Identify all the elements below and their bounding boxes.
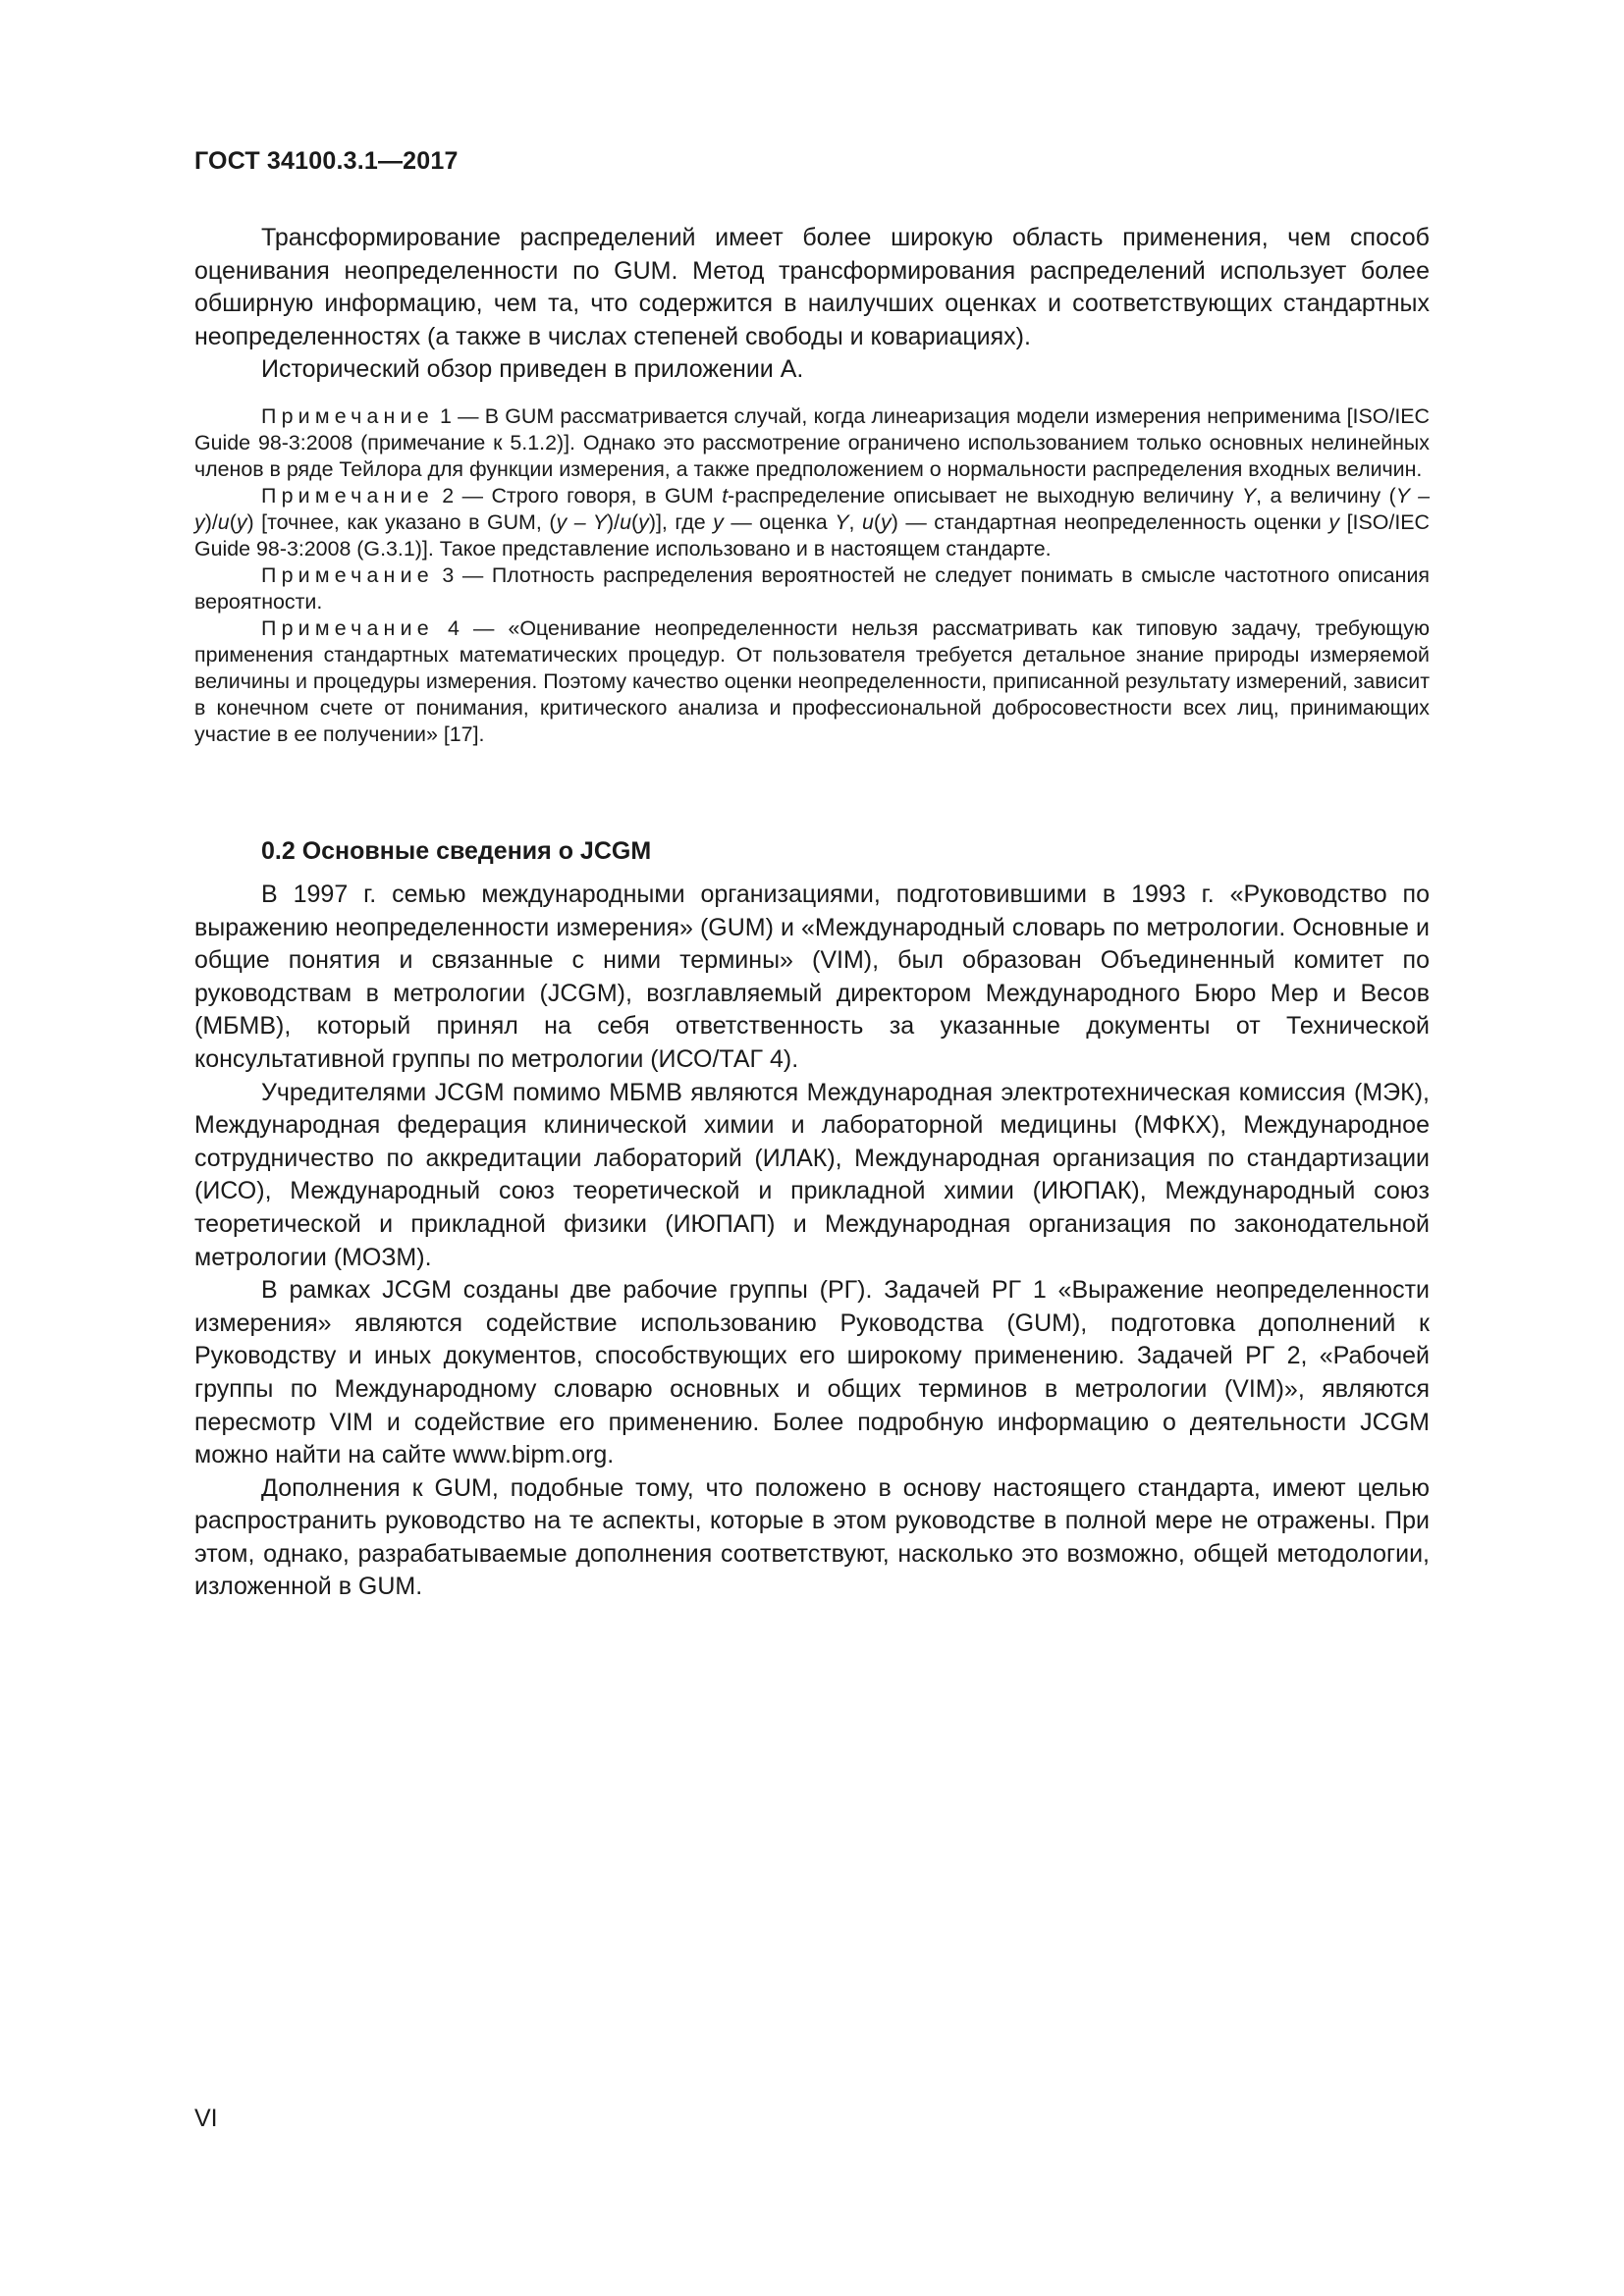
note-text: В GUM рассматривается случай, когда линеаризация модели измерения неприменима [ISO/IEC Guide 98-3:2008 (примечание к 5.1.2)]. Однако это рассмотрение ограничено использованием только основных нелинейных членов в ряде Тейлора для функции измерения, а также предположением о нормальности распределения входных величин. bbox=[194, 404, 1430, 481]
note-text: , а величину ( bbox=[1256, 484, 1396, 507]
section-paragraph-2: Учредителями JCGM помимо МБМВ являются Международная электротехническая комиссия (МЭК), Международная федерация клинической химии и лабораторной медицины (МФКХ), Международное сотрудничество по аккредитации лабораторий (ИЛАК), Международная организация по стандартизации (ИСО), Международный союз теоретической и прикладной химии (ИЮПАК), Международный союз теоретической и прикладной физики (ИЮПАП) и Международная организация по законодательной метрологии (МОЗМ). bbox=[194, 1078, 1430, 1271]
note-2 bbox=[194, 483, 1430, 562]
note-text: ( bbox=[229, 510, 237, 534]
note-label: Примечание bbox=[261, 404, 434, 428]
section-paragraph-3: В рамках JCGM созданы две рабочие группы (РГ). Задачей РГ 1 «Выражение неопределенности измерения» являются содействие использованию Руководства (GUM), подготовка дополнений к Руководству и иных документов, способствующих его широкому применению. Задачей РГ 2, «Рабочей группы по Международному словарю основных и общих терминов в метрологии (VIM)», являются пересмотр VIM и содействие его применению. Более подробную информацию о деятельности JCGM можно найти на сайте www.bipm.org. bbox=[194, 1276, 1430, 1469]
note-text: — оценка bbox=[723, 510, 836, 534]
math-symbol: u bbox=[217, 510, 230, 534]
math-symbol: t bbox=[722, 484, 729, 507]
math-symbol: y bbox=[1328, 510, 1340, 534]
note-text: «Оценивание неопределенности нельзя рассматривать как типовую задачу, требующую применения стандартных математических процедур. От пользователя требуется детальное знание природы измеряемой величины и процедуры измерения. Поэтому качество оценки неопределенности, приписанной результату измерений, зависит в конечном счете от понимания, критического анализа и профессиональной добросовестности всех лиц, принимающих участие в ее получении» [17]. bbox=[194, 616, 1430, 746]
math-symbol: Y bbox=[835, 510, 849, 534]
note-label: Примечание bbox=[261, 484, 434, 507]
note-1 bbox=[194, 403, 1430, 483]
note-label: Примечание bbox=[261, 563, 434, 587]
note-text: ) [точнее, как указано в GUM, ( bbox=[246, 510, 557, 534]
math-symbol: y bbox=[713, 510, 724, 534]
note-4 bbox=[194, 615, 1430, 748]
note-text: [ISO/IEC Guide 98-3:2008 (G.3.1)]. Такое представление использовано и в настоящем стандарте. bbox=[194, 510, 1431, 561]
section-paragraph-4: Дополнения к GUM, подобные тому, что положено в основу настоящего стандарта, имеют целью распространить руководство на те аспекты, которые в этом руководстве в полной мере не отражены. При этом, однако, разрабатываемые дополнения соответствуют, насколько это возможно, общей методологии, изложенной в GUM. bbox=[194, 1473, 1430, 1601]
note-text: ( bbox=[873, 510, 881, 534]
notes-block bbox=[194, 403, 1430, 748]
note-text: , bbox=[848, 510, 862, 534]
math-symbol: y bbox=[236, 510, 247, 534]
note-text: ) — стандартная неопределенность оценки bbox=[891, 510, 1329, 534]
math-symbol: u bbox=[620, 510, 632, 534]
note-text: )/ bbox=[204, 510, 218, 534]
math-symbol: y – Y bbox=[556, 510, 608, 534]
note-number: 4 — bbox=[433, 616, 509, 640]
note-text: )], где bbox=[648, 510, 714, 534]
math-symbol: y bbox=[638, 510, 649, 534]
note-text: )/ bbox=[607, 510, 621, 534]
section-body bbox=[194, 879, 1430, 1604]
section-paragraph-1: В 1997 г. семью международными организациями, подготовившими в 1993 г. «Руководство по выражению неопределенности измерения» (GUM) и «Международный словарь по метрологии. Основные и общие понятия и связанные с ними термины» (VIM), был образован Объединенный комитет по руководствам в метрологии (JCGM), возглавляемый директором Международного Бюро Мер и Весов (МБМВ), который принял на себя ответственность за указанные документы от Технической консультативной группы по метрологии (ИСО/ТАГ 4). bbox=[194, 881, 1430, 1073]
note-text: Плотность распределения вероятностей не следует понимать в смысле частотного описания вероятности. bbox=[194, 563, 1431, 614]
document-header: ГОСТ 34100.3.1—2017 bbox=[194, 147, 459, 175]
note-text: ( bbox=[631, 510, 639, 534]
math-symbol: Y bbox=[1241, 484, 1257, 507]
math-symbol: Y – y bbox=[194, 484, 1431, 534]
intro-block bbox=[194, 222, 1430, 387]
note-3 bbox=[194, 562, 1430, 615]
intro-paragraph-2: Исторический обзор приведен в приложении А. bbox=[261, 355, 804, 384]
note-text: Строго говоря, в GUM bbox=[491, 484, 723, 507]
section-heading: 0.2 Основные сведения о JCGM bbox=[261, 837, 652, 865]
note-text: -распределение описывает не выходную величину bbox=[728, 484, 1242, 507]
note-number: 3 — bbox=[433, 563, 492, 587]
note-number: 2 — bbox=[433, 484, 492, 507]
math-symbol: y bbox=[880, 510, 892, 534]
note-number: 1 — bbox=[433, 404, 485, 428]
math-symbol: u bbox=[861, 510, 874, 534]
page-number: VI bbox=[194, 2105, 218, 2132]
intro-paragraph-1: Трансформирование распределений имеет более широкую область применения, чем способ оценивания неопределенности по GUM. Метод трансформирования распределений использует более обширную информацию, чем та, что содержится в наилучших оценках и соответствующих стандартных неопределенностях (а также в числах степеней свободы и ковариациях). bbox=[194, 224, 1430, 350]
note-label: Примечание bbox=[261, 616, 434, 640]
